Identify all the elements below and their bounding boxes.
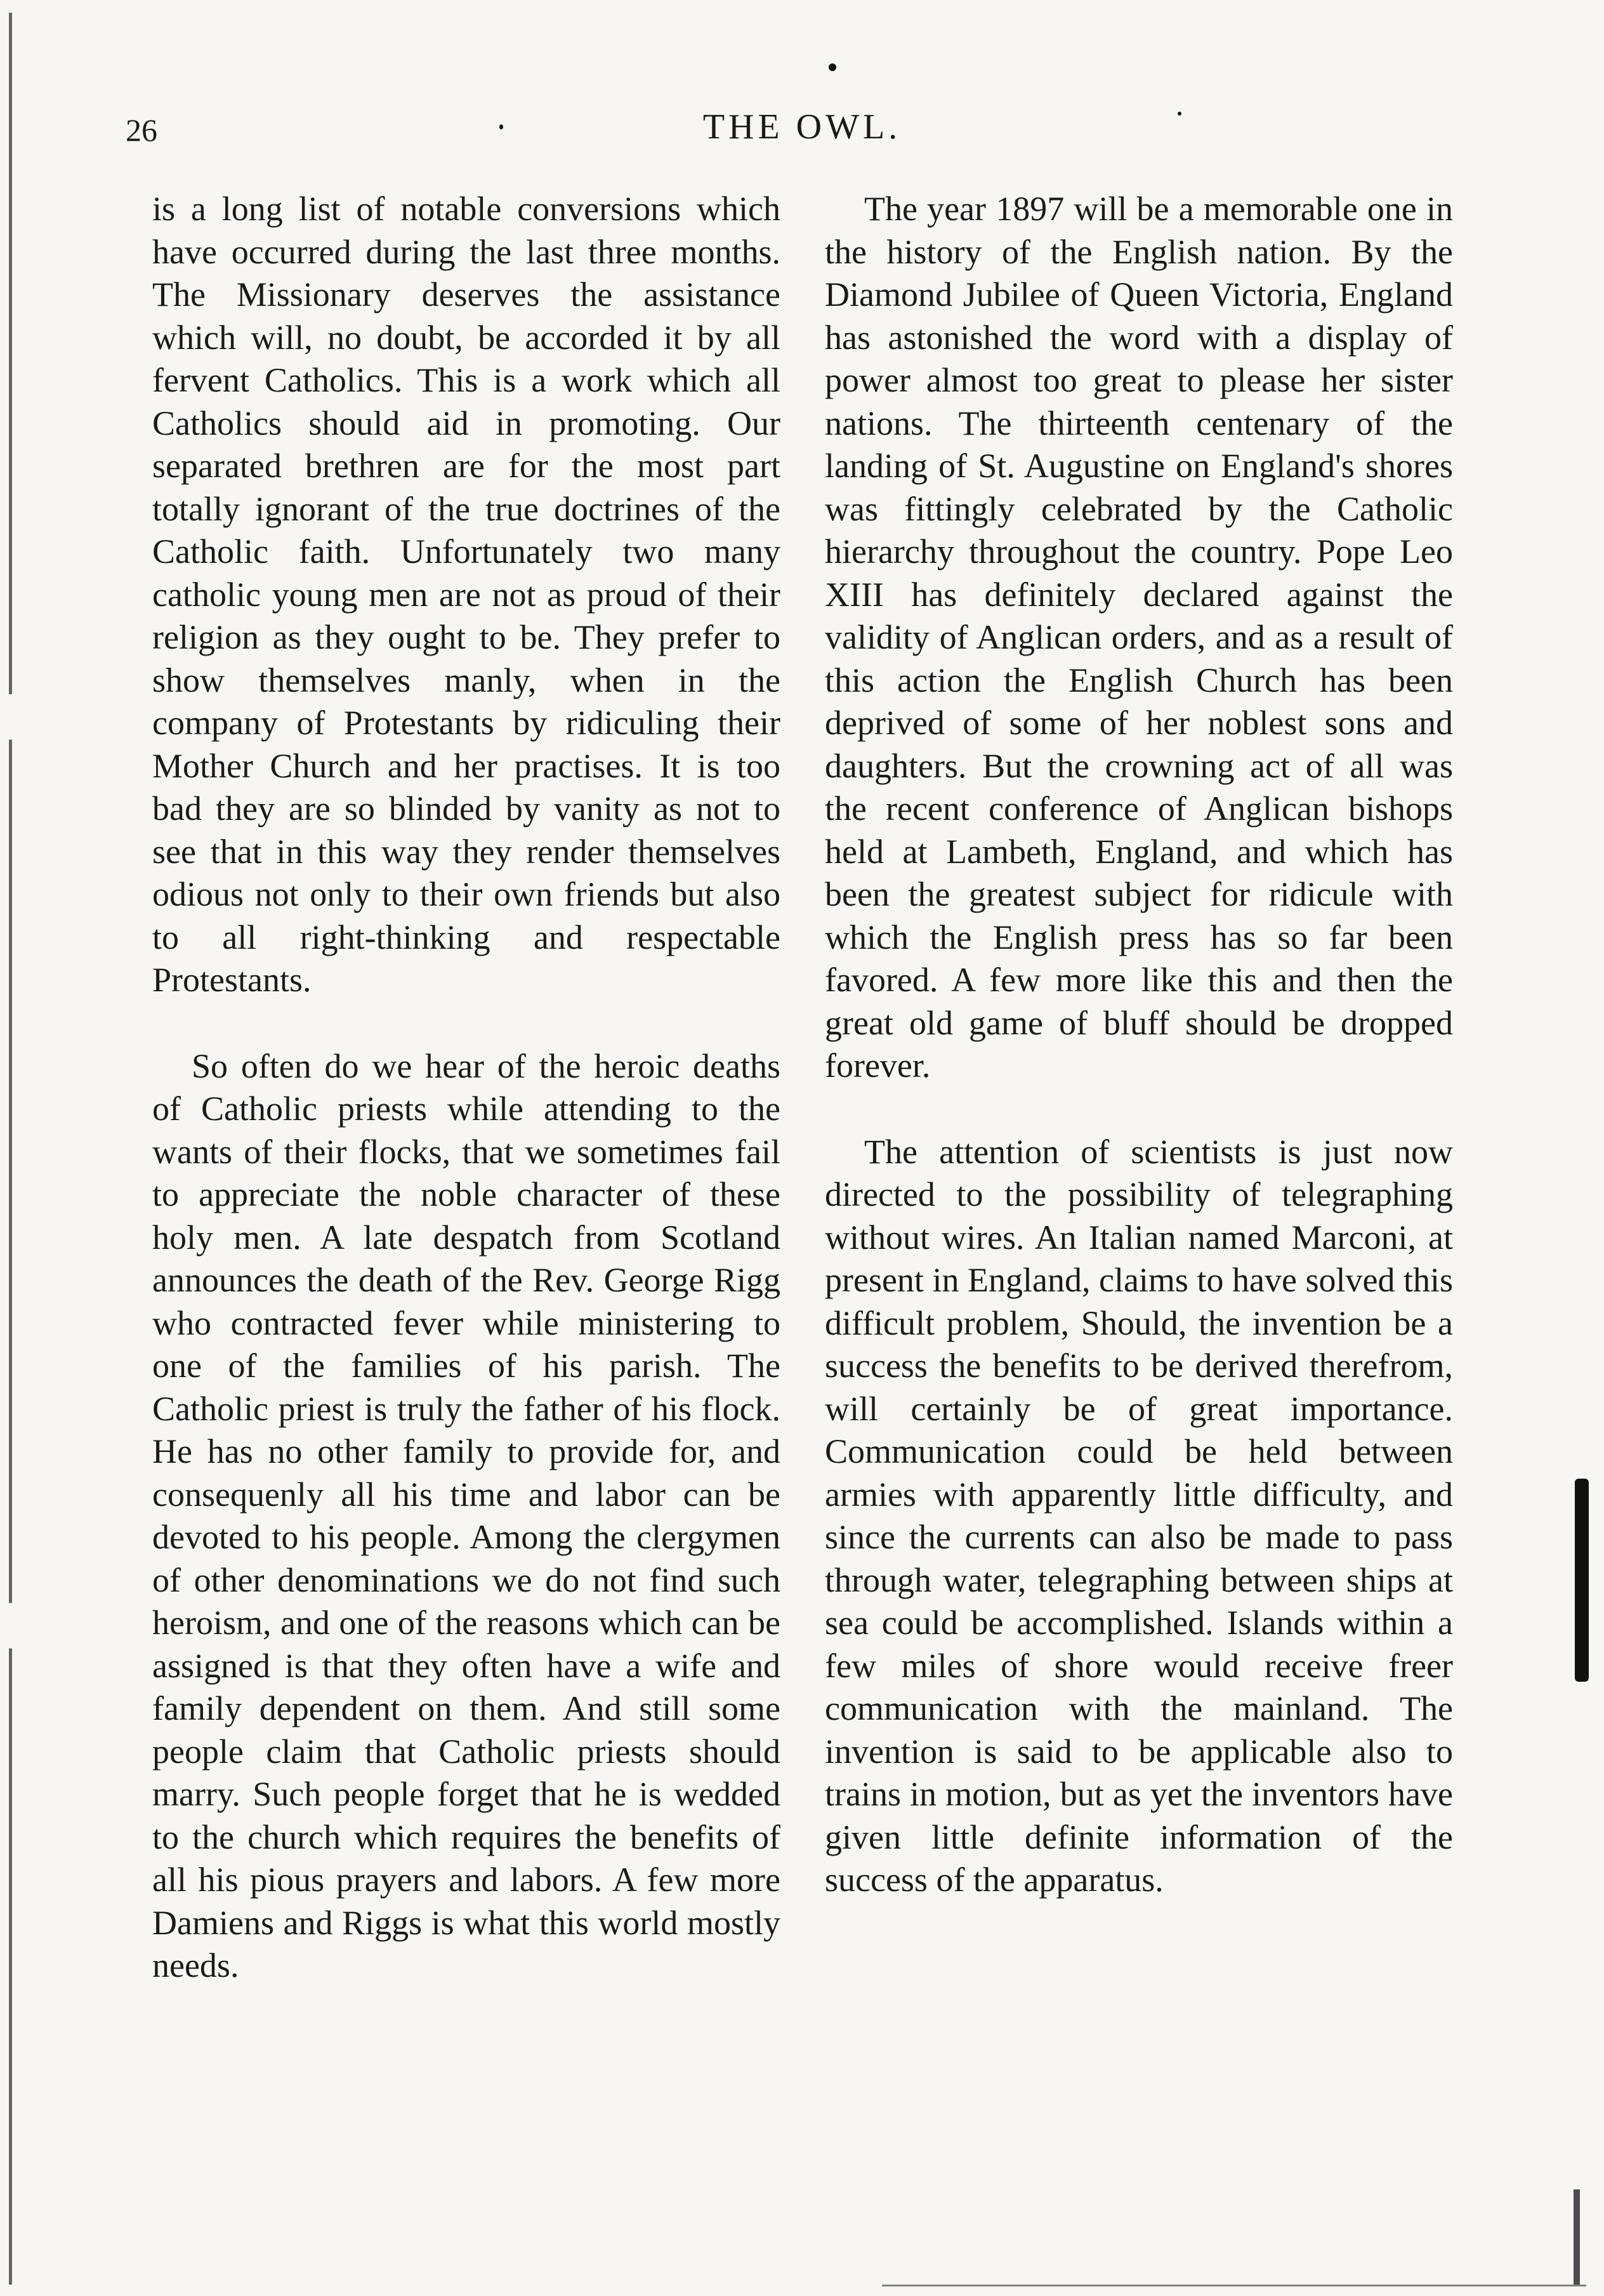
page-header: [0, 107, 1604, 157]
scan-edge-shadow: [9, 13, 12, 2285]
scan-bottom-edge: [882, 2285, 1586, 2286]
paragraph: The year 1897 will be a memorable one in the history of the English nation. By the Diamond Jubilee of Queen Victoria, England has astonished the word with a display of power almost too great to please her sister nations. The thirteenth centenary of the landing of St. Augustine on England's shores was fittingly celebrated by the Catholic hierarchy throughout the country. Pope Leo XIII has definitely declared against the validity of Anglican orders, and as a result of this action the English Church has been deprived of some of her noblest sons and daughters. But the crowning act of all was the recent conference of Anglican bishops held at Lambeth, England, and which has been the greatest subject for ridicule with which the English press has so far been favored. A few more like this and then the great old game of bluff should be dropped forever.: [825, 190, 1453, 1085]
page-number: 26: [126, 112, 157, 148]
running-title: THE OWL.: [702, 107, 902, 147]
ink-speck: [829, 63, 836, 71]
paragraph: So often do we hear of the heroic deaths of Catholic priests while attending to the wants of their flocks, that we sometimes fail to appreciate the noble character of these holy men. A late despatch from Scotland announces the death of the Rev. George Rigg who contracted fever while ministering to one of the families of his parish. The Catholic priest is truly the father of his flock. He has no other family to provide for, and consequenly all his time and labor can be devoted to his people. Among the clergymen of other denominations we do not find such heroism, and one of the reasons which can be assigned is that they often have a wife and family dependent on them. And still some people claim that Catholic priests should marry. Such people forget that he is wedded to the church which requires the benefits of all his pious prayers and labors. A few more Damiens and Riggs is what this world mostly needs.: [152, 1046, 780, 1984]
left-column: [152, 188, 780, 1988]
scan-margin-blot: [1575, 1479, 1589, 1682]
paragraph: The attention of scientists is just now directed to the possibility of telegraphing without wires. An Italian named Marconi, at present in England, claims to have solved this difficult problem, Should, the invention be a success the benefits to be derived therefrom, will certainly be of great importance. Communication could be held between armies with apparently little difficulty, and since the currents can also be made to pass through water, telegraphing between ships at sea could be accomplished. Islands within a few miles of shore would receive freer communication with the mainland. The invention is said to be applicable also to trains in motion, but as yet the inventors have given little definite information of the success of the apparatus.: [825, 1132, 1453, 1899]
paragraph: is a long list of notable conversions which have occurred during the last three months. The Missionary deserves the assistance which will, no doubt, be accorded it by all fervent Catholics. This is a work which all Catholics should aid in promoting. Our separated brethren are for the most part totally ignorant of the true doctrines of the Catholic faith. Unfortunately two many catholic young men are not as proud of their religion as they ought to be. They prefer to show themselves manly, when in the company of Protestants by ridiculing their Mother Church and her practises. It is too bad they are so blinded by vanity as not to see that in this way they render themselves odious not only to their own friends but also to all right-thinking and respectable Protestants.: [152, 190, 780, 999]
right-column: [825, 188, 1453, 1902]
scan-corner-mark: [1574, 2189, 1580, 2285]
